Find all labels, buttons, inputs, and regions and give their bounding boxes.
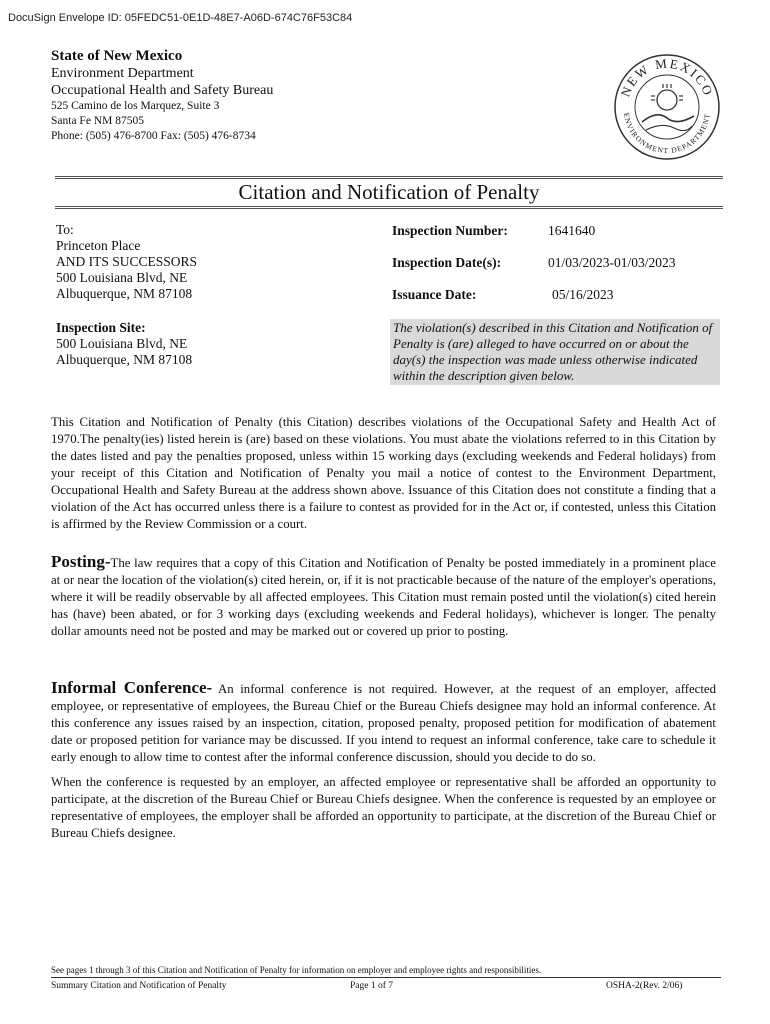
recipient-block [56, 222, 197, 302]
recipient-street: 500 Louisiana Blvd, NE [56, 270, 188, 285]
page-title: Citation and Notification of Penalty [238, 180, 540, 204]
inspection-site-city: Albuquerque, NM 87108 [56, 352, 193, 367]
inspection-site-label: Inspection Site: [56, 320, 146, 335]
intro-paragraph: This Citation and Notification of Penalty (this Citation) describes violations of the Occupational Safety and Health Act of 1970.The penalty(ies) listed herein is (are) based on these violations. You must abate the violations referred to in this Citation by the dates listed and pay the penalties proposed, unless within 15 working days (excluding weekends and Federal holidays) from your receipt of this Citation and Notification of Penalty you mail a notice of contest to the Environment Department, Occupational Health and Safety Bureau at the address shown above. Issuance of this Citation does not constitute a finding that a violation of the Act has occurred unless there is a failure to contest as provided for in the Act or, if contested, unless this Citation is affirmed by the Review Commission or a court. [51, 415, 716, 531]
nm-environment-seal-logo [612, 52, 722, 162]
inspection-number-value: 1641640 [548, 223, 596, 238]
inspection-dates-label: Inspection Date(s): [392, 255, 502, 270]
inspection-dates-value: 01/03/2023-01/03/2023 [548, 255, 676, 270]
bureau-name: Occupational Health and Safety Bureau [51, 83, 274, 98]
posting-paragraph [51, 553, 716, 640]
svg-text:NEW MEXICO [618, 56, 717, 99]
violation-notice-box: The violation(s) described in this Citation and Notification of Penalty is (are) alleged to have occurred on or about the day(s) the inspection was made unless otherwise indicated within the description given below. [390, 319, 720, 385]
recipient-successors: AND ITS SUCCESSORS [56, 254, 198, 269]
informal-conference-paragraph [51, 679, 716, 766]
informal-conference-heading: Informal Conference- [51, 678, 213, 697]
title-rule-top [55, 176, 723, 179]
docusign-envelope-id: DocuSign Envelope ID: 05FEDC51-0E1D-48E7-A06D-674C76F53C84 [8, 12, 353, 24]
footer-form-name: Summary Citation and Notification of Penalty [51, 981, 227, 991]
mountain-river-icon [642, 115, 694, 122]
phone-fax: Phone: (505) 476-8700 Fax: (505) 476-8734 [51, 130, 256, 142]
department-name: Environment Department [51, 66, 194, 81]
seal-bottom-text: ENVIRONMENT DEPARTMENT [622, 112, 712, 156]
footer-page-number: Page 1 of 7 [350, 981, 394, 991]
title-rule-bottom [55, 206, 723, 209]
address-line-2: Santa Fe NM 87505 [51, 115, 144, 127]
inspection-number-label: Inspection Number: [392, 223, 508, 238]
agency-header [51, 48, 273, 144]
state-name: State of New Mexico [51, 48, 183, 64]
footer-rule [51, 977, 721, 978]
conference-paragraph: When the conference is requested by an employer, an affected employee or representative shall be afforded an opportunity to participate, at the discretion of the Bureau Chief or Bureau Chiefs designee. When the conference is requested by an employee or representative of employees, the employer shall be afforded an opportunity to participate, at the discretion of the Bureau Chief or Bureau Chiefs designee. [51, 775, 716, 840]
issuance-date-label: Issuance Date: [392, 287, 477, 302]
footer-note: See pages 1 through 3 of this Citation and Notification of Penalty for information on employer and employee rights and responsibilities. [51, 965, 542, 975]
inspection-site-street: 500 Louisiana Blvd, NE [56, 336, 188, 351]
issuance-date-value: 05/16/2023 [552, 287, 614, 302]
informal-conference-text: An informal conference is not required. However, at the request of an employer, affected employee, or representative of employees, the Bureau Chief or the Bureau Chiefs designee may hold an informal conference. At this conference any issues raised by an inspection, citation, proposed penalty, proposed petition for modification of abatement date or proposed petition for variance may be discussed. If you intend to request an informal conference, take care to schedule it early enough to allow time to contest after the informal conference discussion, should you decide to do so. [51, 682, 716, 764]
to-label: To: [56, 222, 74, 237]
seal-top-text: NEW MEXICO [617, 55, 717, 99]
posting-text: The law requires that a copy of this Citation and Notification of Penalty be posted immediately in a prominent place at or near the location of the violation(s) cited herein, or, if it is not practicable because of the nature of the employer's operations, where it will be readily observable by all affected employees. This Citation must remain posted until the violation(s) cited herein has (have) been abated, or for 3 working days (excluding weekends and Federal holidays), whichever is longer. The penalty dollar amounts need not be posted and may be marked out or covered up prior to posting. [51, 556, 716, 638]
address-line-1: 525 Camino de los Marquez, Suite 3 [51, 100, 220, 112]
inspection-site-block [56, 320, 192, 368]
recipient-city: Albuquerque, NM 87108 [56, 286, 193, 301]
recipient-name: Princeton Place [56, 238, 141, 253]
footer-form-revision: OSHA-2(Rev. 2/06) [606, 981, 683, 991]
posting-heading: Posting- [51, 552, 111, 571]
zia-sun-icon [657, 90, 677, 110]
